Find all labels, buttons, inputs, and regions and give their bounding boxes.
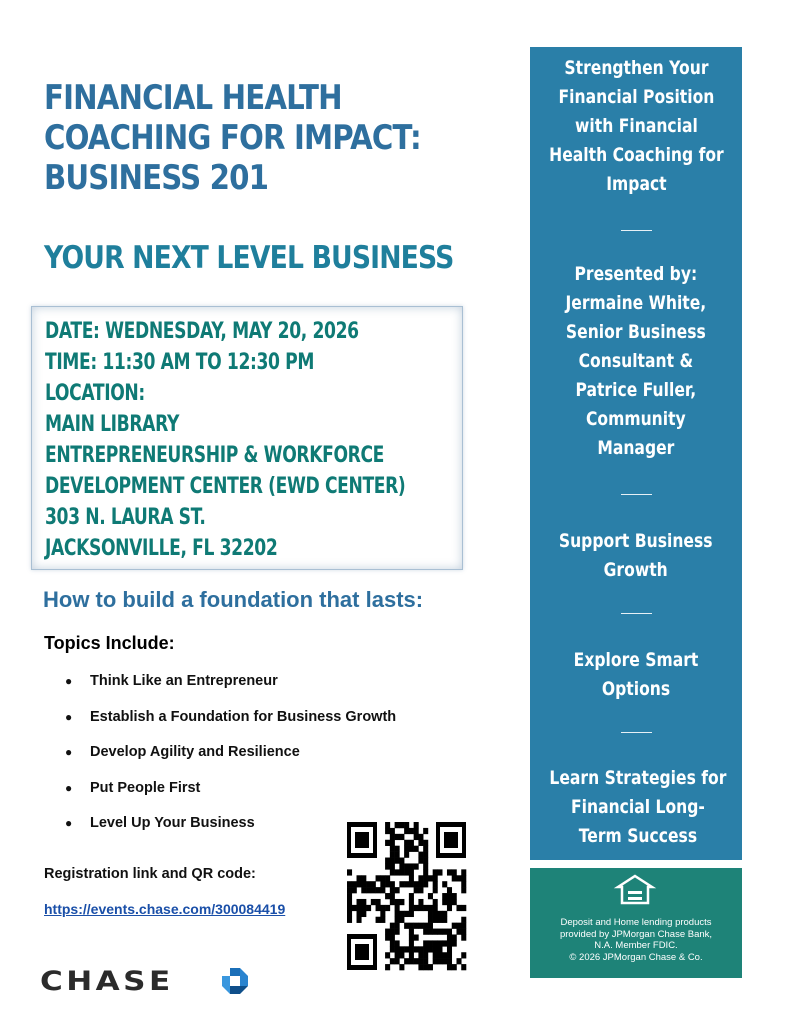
- sidebar-line: Financial Position: [558, 86, 715, 108]
- sidebar-line: Learn Strategies for: [549, 767, 727, 789]
- sidebar-line: Jermaine White,: [565, 292, 707, 314]
- event-subtitle: YOUR NEXT LEVEL BUSINESS: [44, 240, 454, 276]
- sidebar-line: Senior Business: [566, 321, 706, 343]
- sidebar-divider: [621, 732, 652, 733]
- disclaimer-line: Deposit and Home lending products: [560, 917, 712, 928]
- address-street: 303 N. LAURA ST.: [45, 505, 206, 530]
- chase-octagon-icon: [221, 967, 249, 995]
- sidebar-line: Community: [586, 408, 686, 430]
- registration-label: Registration link and QR code:: [44, 866, 256, 882]
- event-title: [44, 78, 422, 198]
- disclaimer-line: N.A. Member FDIC.: [594, 940, 678, 951]
- sidebar-line: Support Business: [559, 530, 713, 552]
- sidebar-divider: [621, 230, 652, 231]
- sidebar-divider: [621, 613, 652, 614]
- event-date: DATE: WEDNESDAY, MAY 20, 2026: [45, 319, 359, 344]
- disclaimer-line: provided by JPMorgan Chase Bank,: [559, 928, 713, 940]
- registration-link[interactable]: https://events.chase.com/300084419: [44, 901, 286, 917]
- title-line: BUSINESS 201: [44, 158, 269, 198]
- address-city: JACKSONVILLE, FL 32202: [45, 536, 278, 561]
- bullet-icon: ●: [65, 709, 73, 724]
- sidebar-section-presenters: [530, 260, 742, 463]
- location-line: ENTREPRENEURSHIP & WORKFORCE: [45, 443, 385, 468]
- sidebar-line: Explore Smart: [573, 649, 699, 671]
- sidebar-section-strengthen: [530, 54, 742, 199]
- sidebar-line: Patrice Fuller,: [575, 379, 697, 401]
- sidebar-line: Term Success: [578, 825, 698, 847]
- topic-item: [62, 707, 396, 743]
- event-details: [45, 316, 451, 564]
- sidebar-line: Financial Long-: [570, 796, 705, 818]
- topic-label: Establish a Foundation for Business Growth: [90, 708, 397, 725]
- topic-item: [62, 671, 396, 707]
- sidebar-line: Impact: [606, 173, 667, 195]
- topic-label: Develop Agility and Resilience: [90, 744, 300, 760]
- sidebar-section-options: [530, 646, 742, 704]
- title-line: FINANCIAL HEALTH: [44, 78, 342, 118]
- sidebar-section-strategies: [530, 764, 742, 851]
- qr-code-icon[interactable]: [345, 820, 468, 972]
- topic-label: Level Up Your Business: [90, 815, 255, 831]
- topic-label: Think Like an Entrepreneur: [90, 673, 278, 689]
- bullet-icon: ●: [65, 674, 73, 688]
- sidebar-line: Options: [601, 678, 671, 700]
- sidebar-line: Presented by:: [574, 263, 698, 285]
- equal-housing-opportunity-icon: [612, 874, 658, 914]
- sidebar-panel: [530, 47, 742, 860]
- sidebar-line: Manager: [597, 437, 675, 459]
- bullet-icon: ●: [65, 745, 73, 759]
- topic-label: Put People First: [90, 779, 201, 796]
- event-details-box: [31, 306, 463, 570]
- footer-disclaimer-box: [530, 868, 742, 978]
- sidebar-line: Health Coaching for: [549, 144, 724, 166]
- sidebar-section-growth: [530, 527, 742, 585]
- sidebar-line: with Financial: [575, 115, 698, 137]
- location-line: DEVELOPMENT CENTER (EWD CENTER): [45, 474, 406, 499]
- topic-item: [62, 742, 396, 778]
- location-line: MAIN LIBRARY: [45, 412, 180, 437]
- sidebar-line: Strengthen Your: [564, 57, 709, 79]
- foundation-heading: How to build a foundation that lasts:: [43, 587, 424, 612]
- disclaimer-text: [534, 917, 738, 963]
- location-label: LOCATION:: [45, 381, 145, 406]
- disclaimer-line: © 2026 JPMorgan Chase & Co.: [569, 951, 703, 963]
- title-line: COACHING FOR IMPACT:: [44, 118, 421, 158]
- sidebar-line: Consultant &: [578, 350, 694, 372]
- bullet-icon: ●: [65, 816, 73, 830]
- topics-heading: Topics Include:: [44, 633, 175, 653]
- chase-logo: [40, 965, 260, 997]
- event-time: TIME: 11:30 AM TO 12:30 PM: [45, 350, 315, 375]
- sidebar-line: Growth: [603, 559, 669, 581]
- bullet-icon: ●: [65, 780, 73, 795]
- chase-wordmark: CHASE: [40, 965, 174, 997]
- sidebar-divider: [621, 494, 652, 495]
- topic-item: [62, 778, 396, 814]
